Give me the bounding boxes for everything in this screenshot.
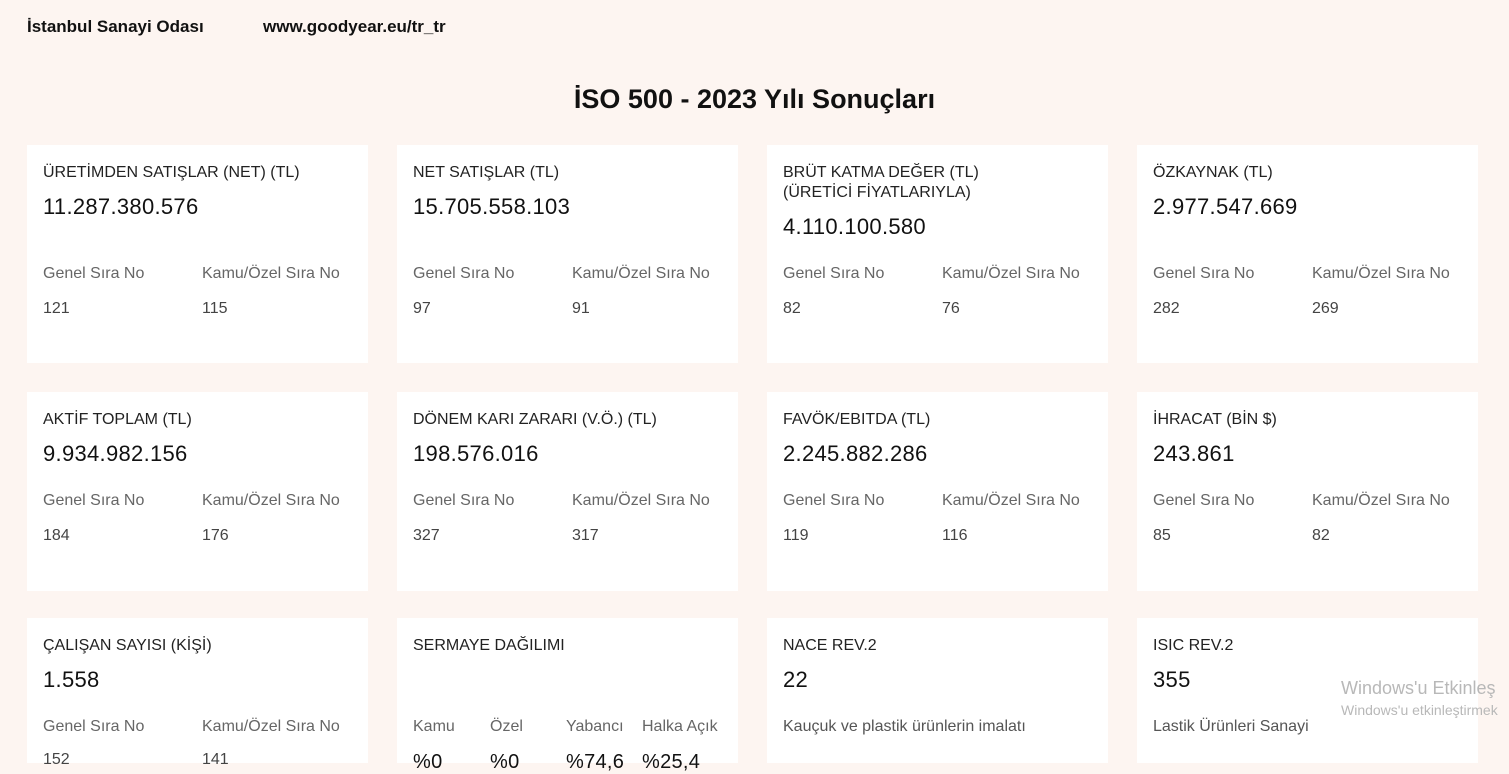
organization-name: İstanbul Sanayi Odası <box>27 17 204 36</box>
card-capital-distribution <box>397 618 738 773</box>
general-rank-label: Genel Sıra No <box>413 492 515 509</box>
card-value: 15.705.558.103 <box>413 194 571 219</box>
page-title: İSO 500 - 2023 Yılı Sonuçları <box>573 84 936 114</box>
card-label: BRÜT KATMA DEĞER (TL) (ÜRETİCİ FİYATLARIYLA) <box>783 164 979 201</box>
card-label: AKTİF TOPLAM (TL) <box>43 411 192 428</box>
public-private-rank-label: Kamu/Özel Sıra No <box>1312 492 1450 509</box>
public-private-rank-value: 141 <box>202 751 229 768</box>
general-rank-value: 121 <box>43 300 70 317</box>
general-rank-value: 327 <box>413 527 440 544</box>
capital-column-public-offering: Halka Açık <box>642 718 718 735</box>
general-rank-label: Genel Sıra No <box>43 265 145 282</box>
public-private-rank-value: 76 <box>942 300 960 317</box>
general-rank-label: Genel Sıra No <box>43 718 145 735</box>
card-value: 4.110.100.580 <box>783 214 926 239</box>
card-ebitda <box>767 392 1108 591</box>
public-private-rank-value: 115 <box>202 300 228 317</box>
card-label: NACE REV.2 <box>783 637 877 654</box>
card-label: FAVÖK/EBITDA (TL) <box>783 411 931 428</box>
card-label: ÖZKAYNAK (TL) <box>1153 164 1273 181</box>
public-private-rank-value: 176 <box>202 527 229 544</box>
windows-activation-watermark-subtitle: Windows'u etkinleştirmek <box>1341 702 1498 718</box>
card-exports <box>1137 392 1478 591</box>
general-rank-label: Genel Sıra No <box>783 492 885 509</box>
general-rank-label: Genel Sıra No <box>413 265 515 282</box>
card-description: Lastik Ürünleri Sanayi <box>1153 718 1309 735</box>
card-period-profit <box>397 392 738 591</box>
card-value: 22 <box>783 667 809 692</box>
public-private-rank-value: 91 <box>572 300 590 317</box>
capital-value-foreign: %74,6 <box>566 751 625 773</box>
public-private-rank-label: Kamu/Özel Sıra No <box>202 718 340 735</box>
public-private-rank-value: 116 <box>942 527 968 544</box>
card-description: Kauçuk ve plastik ürünlerin imalatı <box>783 718 1026 735</box>
card-production-sales <box>27 145 368 363</box>
capital-value-public: %0 <box>413 751 443 773</box>
card-label: İHRACAT (BİN $) <box>1153 411 1277 428</box>
general-rank-label: Genel Sıra No <box>1153 492 1255 509</box>
general-rank-value: 184 <box>43 527 70 544</box>
public-private-rank-value: 317 <box>572 527 599 544</box>
capital-value-private: %0 <box>490 751 520 773</box>
card-value: 198.576.016 <box>413 441 539 466</box>
card-value: 2.245.882.286 <box>783 441 928 466</box>
public-private-rank-label: Kamu/Özel Sıra No <box>202 492 340 509</box>
website-link[interactable]: www.goodyear.eu/tr_tr <box>263 17 446 36</box>
public-private-rank-label: Kamu/Özel Sıra No <box>572 492 710 509</box>
card-equity <box>1137 145 1478 363</box>
public-private-rank-label: Kamu/Özel Sıra No <box>572 265 710 282</box>
public-private-rank-value: 82 <box>1312 527 1330 544</box>
capital-column-public: Kamu <box>413 718 455 735</box>
general-rank-value: 97 <box>413 300 431 317</box>
card-label: ÇALIŞAN SAYISI (KİŞİ) <box>43 637 212 654</box>
card-label: DÖNEM KARI ZARARI (V.Ö.) (TL) <box>413 411 657 428</box>
public-private-rank-label: Kamu/Özel Sıra No <box>942 265 1080 282</box>
card-value: 9.934.982.156 <box>43 441 188 466</box>
capital-column-foreign: Yabancı <box>566 718 624 735</box>
general-rank-label: Genel Sıra No <box>783 265 885 282</box>
card-label: ISIC REV.2 <box>1153 637 1234 654</box>
general-rank-value: 282 <box>1153 300 1180 317</box>
card-gross-value-added <box>767 145 1108 363</box>
general-rank-value: 119 <box>783 527 809 544</box>
card-employee-count <box>27 618 368 768</box>
card-label: SERMAYE DAĞILIMI <box>413 637 565 654</box>
card-net-sales <box>397 145 738 363</box>
public-private-rank-value: 269 <box>1312 300 1339 317</box>
top-header <box>27 17 446 37</box>
general-rank-value: 82 <box>783 300 801 317</box>
card-value: 355 <box>1153 667 1191 692</box>
general-rank-value: 85 <box>1153 527 1171 544</box>
public-private-rank-label: Kamu/Özel Sıra No <box>202 265 340 282</box>
card-nace <box>767 618 1108 763</box>
general-rank-label: Genel Sıra No <box>43 492 145 509</box>
windows-activation-watermark-title: Windows'u Etkinleş <box>1341 678 1496 698</box>
general-rank-label: Genel Sıra No <box>1153 265 1255 282</box>
card-value: 2.977.547.669 <box>1153 194 1298 219</box>
public-private-rank-label: Kamu/Özel Sıra No <box>942 492 1080 509</box>
public-private-rank-label: Kamu/Özel Sıra No <box>1312 265 1450 282</box>
card-value: 1.558 <box>43 667 100 692</box>
capital-value-public-offering: %25,4 <box>642 751 701 773</box>
card-value: 243.861 <box>1153 441 1235 466</box>
card-total-assets <box>27 392 368 591</box>
card-label: ÜRETİMDEN SATIŞLAR (NET) (TL) <box>43 164 300 181</box>
capital-column-private: Özel <box>490 718 523 735</box>
general-rank-value: 152 <box>43 751 70 768</box>
card-value: 11.287.380.576 <box>43 194 199 219</box>
card-label: NET SATIŞLAR (TL) <box>413 164 560 181</box>
